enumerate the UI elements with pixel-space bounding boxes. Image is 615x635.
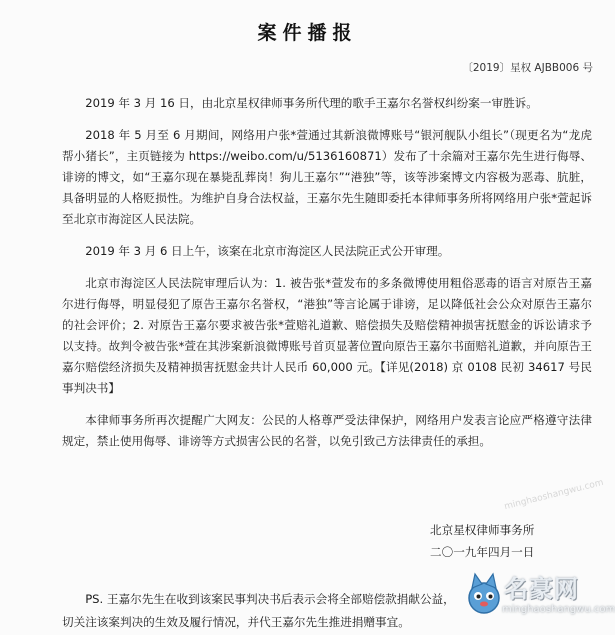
paragraph-1: 2019 年 3 月 16 日，由北京星权律师事务所代理的歌手王嘉尔名誉权纠纷案一审胜诉。 (85, 96, 538, 110)
page-title: 案件播报 (257, 22, 358, 44)
watermark-url: minghaoshangwu.com (502, 604, 615, 615)
document-number: 〔2019〕星权 AJBB006 号 (462, 62, 593, 74)
paragraph-5: 本律师事务所再次提醒广大网友：公民的人格尊严受法律保护，网络用户发表言论应严格遵守法律规定，禁止使用侮辱、诽谤等方式损害公民的名誉，以免引致己方法律责任的承担。 (62, 413, 592, 448)
paragraph-2: 2018 年 5 月至 6 月期间，网络用户张*萱通过其新浪微博账号“银河舰队小组长”（现更名为“龙虎帮小猪长”，主页链接为 https://weibo.com/u/5136160871）发布了十余篇对王嘉尔先生进行侮辱、诽谤的博文，如“王嘉尔现在暴毙乱葬岗！狗儿王嘉尔”“港独”等，该等涉案博文内容极为恶毒、肮脏，具备明显的人格贬损性。为维护自身合法权益，王嘉尔先生随即委托本律师事务所将网络用户张*萱起诉至北京市海淀区人民法院。 (62, 128, 592, 226)
cat-mascot-icon (464, 568, 504, 616)
postscript: PS. 王嘉尔先生在收到该案民事判决书后表示会将全部赔偿款捐献公益，切关注该案判决的生效及履行情况，并代王嘉尔先生推进捐赠事宜。 (62, 592, 455, 629)
corner-watermark: minghaoshangwu.com (503, 477, 605, 513)
watermark-brand: 名豪网 (504, 575, 579, 603)
signature-block (430, 519, 534, 563)
signature-date: 二〇一九年四月一日 (430, 545, 535, 559)
signature-org: 北京星权律师事务所 (430, 523, 535, 537)
paragraph-3: 2019 年 3 月 6 日上午，该案在北京市海淀区人民法院正式公开审理。 (85, 244, 450, 258)
brand-watermark (458, 566, 615, 631)
document-body (62, 93, 592, 463)
paragraph-4: 北京市海淀区人民法院审理后认为：1. 被告张*萱发布的多条微博使用粗俗恶毒的语言对原告王嘉尔进行侮辱，明显侵犯了原告王嘉尔名誉权，“港独”等言论属于诽谤，足以降低社会公众对原告王嘉尔的社会评价；2. 对原告王嘉尔要求被告张*萱赔礼道歉、赔偿损失及赔偿精神损害抚慰金的诉讼请求予以支持。故判令被告张*萱在其涉案新浪微博账号首页显著位置向原告王嘉尔书面赔礼道歉，并向原告王嘉尔赔偿经济损失及精神损害抚慰金共计人民币 60,000 元。【详见(2018) 京 0108 民初 34617 号民事判决书】 (62, 276, 592, 395)
